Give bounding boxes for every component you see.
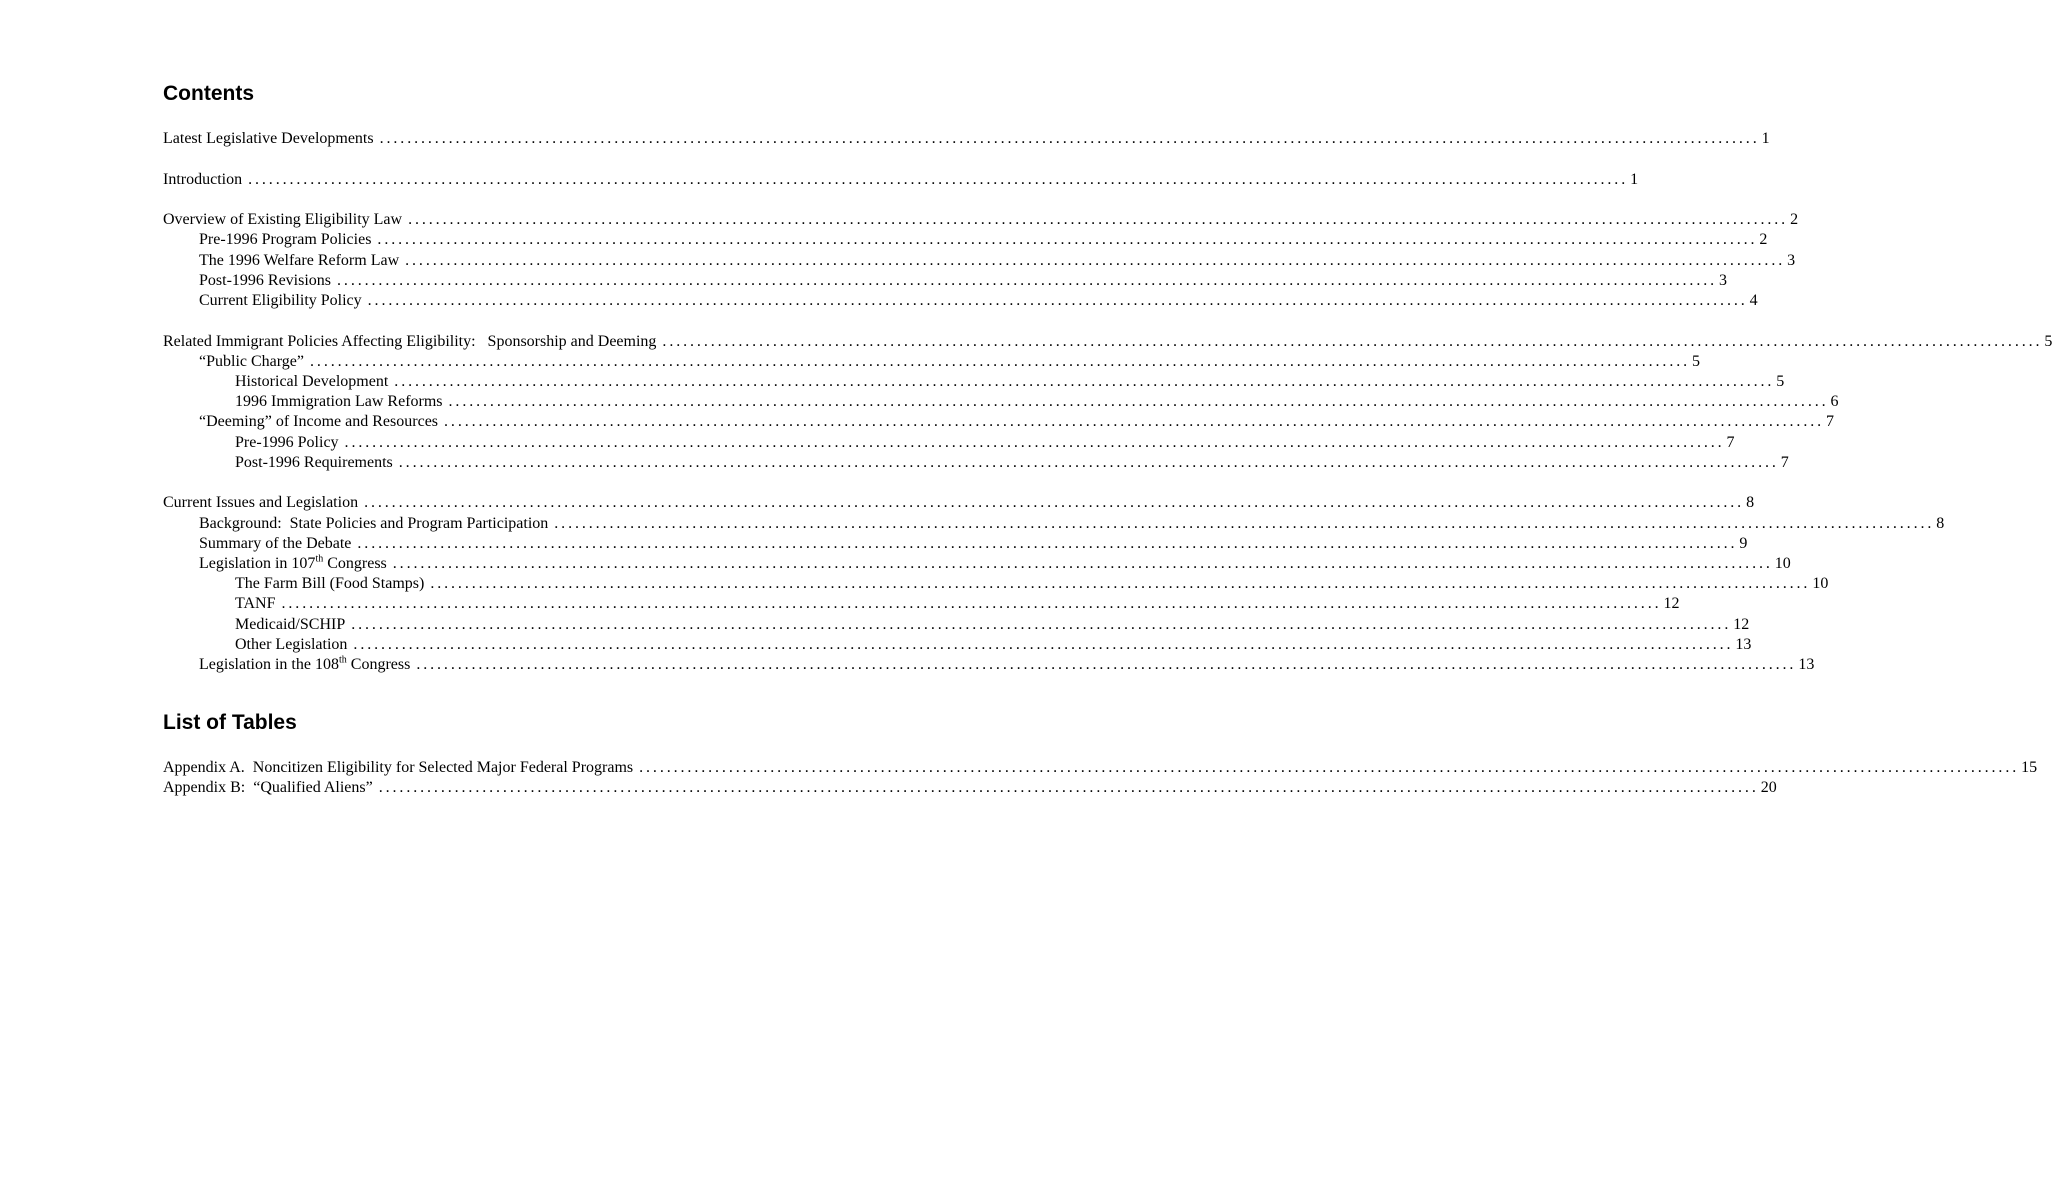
toc-entry-page: 6 <box>1830 393 1839 411</box>
toc-entry-introduction[interactable] <box>163 170 1639 190</box>
toc-entry-page: 8 <box>1936 514 1945 532</box>
toc-entry-page: 7 <box>1826 413 1835 431</box>
toc-entry-page: 15 <box>2021 759 2038 777</box>
ordinal-suffix: th <box>315 553 324 565</box>
toc-entry-title: Latest Legislative Developments <box>163 130 374 147</box>
toc-entry-title: 1996 Immigration Law Reforms <box>235 393 443 411</box>
contents-heading: Contents <box>163 82 254 105</box>
dot-leader: ........................................................................................................................................................................................................ <box>281 595 1662 613</box>
dot-leader: ........................................................................................................................................................................................................ <box>364 494 1745 512</box>
toc-entry-related-immigrant-policies[interactable] <box>163 332 2052 352</box>
dot-leader: ........................................................................................................................................................................................................ <box>357 534 1738 552</box>
toc-entry-page: 1 <box>1630 170 1639 188</box>
dot-leader: ........................................................................................................................................................................................................ <box>394 373 1775 390</box>
dot-leader: ........................................................................................................................................................................................................ <box>408 211 1789 229</box>
toc-entry-1996-welfare-reform-law[interactable] <box>163 251 1796 271</box>
toc-entry-page: 10 <box>1774 555 1791 573</box>
toc-entry-page: 4 <box>1749 292 1758 309</box>
toc-group <box>163 493 1945 675</box>
toc-entry-title-text: Congress <box>323 555 387 573</box>
toc-entry-title: The Farm Bill (Food Stamps) <box>235 575 425 593</box>
toc-entry-title: Related Immigrant Policies Affecting Eligibility: Sponsorship and Deeming <box>163 332 657 350</box>
toc-entry-page: 12 <box>1733 615 1750 633</box>
toc-entry-page: 13 <box>1798 656 1815 674</box>
dot-leader: ........................................................................................................................................................................................................ <box>351 615 1732 633</box>
ordinal-suffix: th <box>338 654 347 666</box>
toc-entry-page: 7 <box>1780 453 1789 471</box>
toc-entry-latest-legislative-developments[interactable] <box>163 129 1770 149</box>
toc-entry-medicaid-schip[interactable] <box>163 615 1750 635</box>
toc-entry-title: “Deeming” of Income and Resources <box>199 413 439 431</box>
toc-entry-title: Appendix B: “Qualified Aliens” <box>163 779 373 797</box>
toc-entry-page: 7 <box>1726 433 1735 451</box>
toc-entry-page: 3 <box>1719 271 1728 289</box>
toc-entry-pre-1996-policy[interactable] <box>163 433 1735 453</box>
toc-entry-page: 2 <box>1790 211 1799 229</box>
toc-group <box>163 170 1639 190</box>
toc-entry-page: 5 <box>2044 332 2052 350</box>
toc-entry-appendix-b[interactable] <box>163 778 1777 798</box>
toc-entry-title: Post-1996 Requirements <box>235 453 393 471</box>
toc-entry-page: 13 <box>1735 635 1752 653</box>
toc-entry-title: TANF <box>235 595 276 613</box>
toc-entry-title-text: Legislation in the 108 <box>199 656 339 674</box>
toc-entry-title <box>163 554 393 574</box>
toc-group <box>163 129 1770 149</box>
dot-leader: ........................................................................................................................................................................................................ <box>310 352 1691 370</box>
toc-entry-title <box>163 655 416 675</box>
toc-entry-appendix-a[interactable] <box>163 758 2038 778</box>
toc-entry-title: Current Issues and Legislation <box>163 494 359 512</box>
toc-entry-title: Background: State Policies and Program Participation <box>199 514 549 532</box>
dot-leader: ........................................................................................................................................................................................................ <box>377 231 1758 249</box>
toc-entry-public-charge[interactable] <box>163 352 1701 372</box>
dot-leader: ........................................................................................................................................................................................................ <box>248 170 1629 188</box>
toc-entry-page: 5 <box>1776 373 1785 390</box>
toc-entry-title-text: Legislation in 107 <box>199 555 316 573</box>
toc-entry-deeming-income-resources[interactable] <box>163 412 1835 432</box>
toc-entry-background-state-policies[interactable] <box>163 514 1945 534</box>
dot-leader: ........................................................................................................................................................................................................ <box>337 271 1718 289</box>
toc-entry-title: Current Eligibility Policy <box>199 292 362 309</box>
dot-leader: ........................................................................................................................................................................................................ <box>392 555 1773 573</box>
dot-leader: ........................................................................................................................................................................................................ <box>416 656 1797 674</box>
toc-entry-title: Pre-1996 Policy <box>235 433 339 451</box>
dot-leader: ........................................................................................................................................................................................................ <box>639 759 2020 777</box>
toc-entry-pre-1996-program-policies[interactable] <box>163 230 1768 250</box>
toc-entry-title: Post-1996 Revisions <box>199 271 332 289</box>
toc-entry-title: Other Legislation <box>235 635 348 653</box>
toc-group <box>163 332 2052 473</box>
dot-leader: ........................................................................................................................................................................................................ <box>398 453 1779 471</box>
toc-entry-overview-existing-eligibility-law[interactable] <box>163 210 1799 230</box>
toc-entry-tanf[interactable] <box>163 594 1680 614</box>
toc-entry-title: Appendix A. Noncitizen Eligibility for Selected Major Federal Programs <box>163 759 634 777</box>
toc-entry-title: “Public Charge” <box>199 352 305 370</box>
toc-entry-title: Overview of Existing Eligibility Law <box>163 211 403 229</box>
toc-entry-page: 20 <box>1760 779 1777 797</box>
toc-entry-current-eligibility-policy[interactable] <box>163 291 1758 311</box>
toc-entry-title: Historical Development <box>235 373 389 390</box>
toc-group <box>163 210 1799 311</box>
toc-entry-historical-development[interactable] <box>163 372 1785 392</box>
dot-leader: ........................................................................................................................................................................................................ <box>367 292 1748 309</box>
toc-entry-title: Pre-1996 Program Policies <box>199 231 372 249</box>
toc-entry-page: 10 <box>1812 575 1829 593</box>
toc-entry-post-1996-revisions[interactable] <box>163 271 1728 291</box>
toc-entry-page: 5 <box>1692 352 1701 370</box>
toc-entry-1996-immigration-law-reforms[interactable] <box>163 392 1839 412</box>
toc-entry-legislation-108th-congress[interactable] <box>163 654 1815 675</box>
toc-entry-title: Medicaid/SCHIP <box>235 615 346 633</box>
toc-entry-page: 3 <box>1787 251 1796 269</box>
dot-leader: ........................................................................................................................................................................................................ <box>444 413 1825 431</box>
tables-list <box>163 758 2038 798</box>
dot-leader: ........................................................................................................................................................................................................ <box>353 635 1734 653</box>
list-of-tables-heading: List of Tables <box>163 711 297 735</box>
dot-leader: ........................................................................................................................................................................................................ <box>554 514 1935 532</box>
toc-entry-page: 1 <box>1761 130 1770 147</box>
dot-leader: ........................................................................................................................................................................................................ <box>405 251 1786 269</box>
dot-leader: ........................................................................................................................................................................................................ <box>662 332 2043 350</box>
toc-entry-page: 12 <box>1663 595 1680 613</box>
toc-entry-post-1996-requirements[interactable] <box>163 453 1789 473</box>
toc-entry-title: Summary of the Debate <box>199 534 352 552</box>
toc-entry-title-text: Congress <box>346 656 411 674</box>
toc-entry-legislation-107th-congress[interactable] <box>163 553 1791 574</box>
toc-entry-other-legislation[interactable] <box>163 635 1752 655</box>
toc-entry-title: The 1996 Welfare Reform Law <box>199 251 400 269</box>
toc-entry-farm-bill[interactable] <box>163 574 1829 594</box>
toc-entry-page: 9 <box>1739 534 1748 552</box>
toc-entry-summary-of-debate[interactable] <box>163 534 1748 554</box>
toc-entry-page: 8 <box>1746 494 1755 512</box>
dot-leader: ........................................................................................................................................................................................................ <box>430 575 1811 593</box>
contents-list <box>163 129 2052 675</box>
dot-leader: ........................................................................................................................................................................................................ <box>448 393 1829 411</box>
document-page <box>163 80 2052 799</box>
toc-entry-title: Introduction <box>163 170 243 188</box>
toc-entry-current-issues-legislation[interactable] <box>163 493 1755 513</box>
dot-leader: ........................................................................................................................................................................................................ <box>379 130 1760 147</box>
toc-entry-page: 2 <box>1759 231 1768 249</box>
dot-leader: ........................................................................................................................................................................................................ <box>378 779 1759 797</box>
dot-leader: ........................................................................................................................................................................................................ <box>344 433 1725 451</box>
